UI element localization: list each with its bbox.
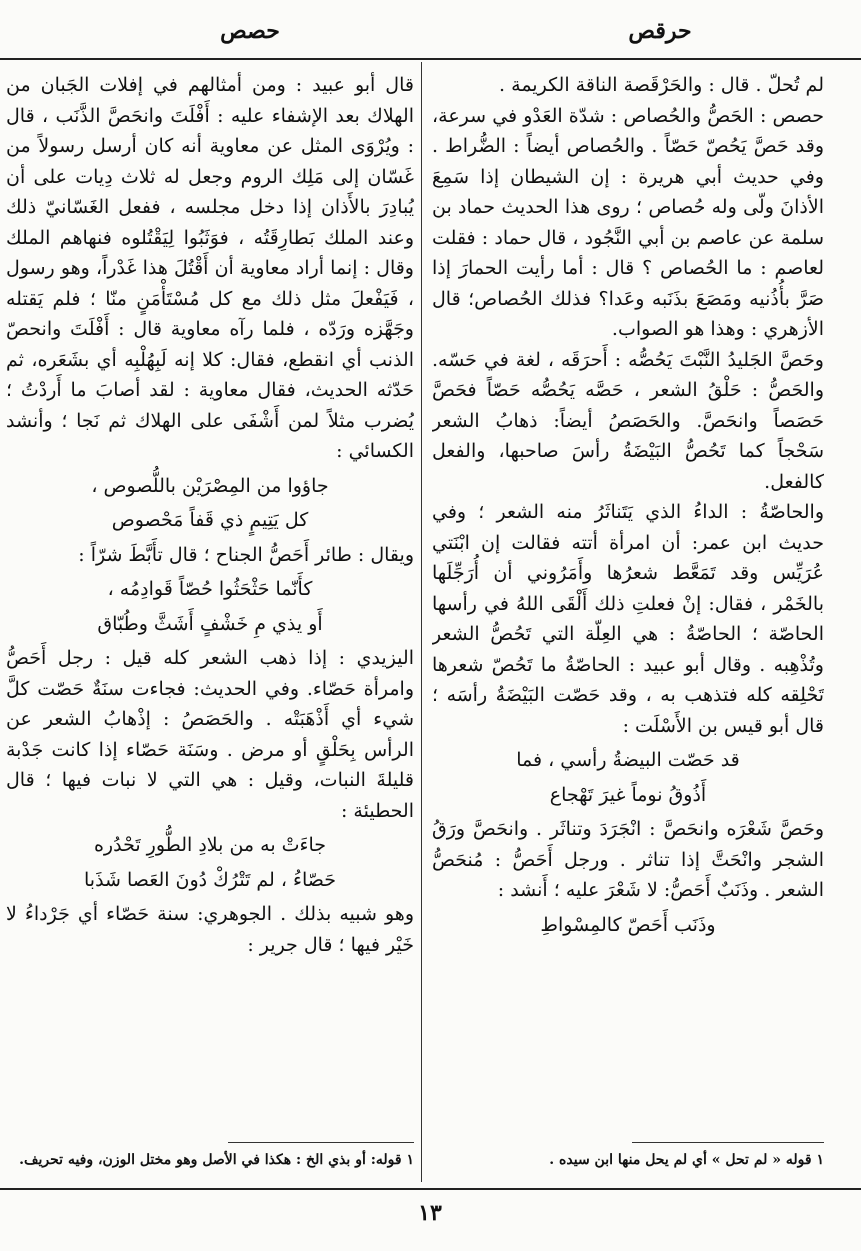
verse-line: كأَنّما حَثْحَثُوا حُصّاً قَوادِمُه ، [107, 578, 313, 600]
left-footnote-rule [228, 1142, 414, 1143]
paragraph: وحَصَّ الجَليدُ النَّبْتَ يَحُصُّه : أَحرَقَه ، لغة في حَسّه. والحَصُّ : حَلْقُ الشعر ، حَصَّه يَحُصُّه حَصّاً فحَصَّ حَصَصاً وانحَصَّ. والحَصَصُ أيضاً: ذهابُ الشعر سَحْجاً كما تَحُصُّ البَيْضَةُ رأسَ صاحبها، والفعل كالفعل. [432, 348, 824, 493]
footer-rule [0, 1188, 861, 1190]
page-number: ١٣ [418, 1200, 442, 1226]
column-divider [421, 62, 422, 1182]
paragraph: اليزيدي : إذا ذهب الشعر كله قيل : رجل أَحَصُّ وامرأة حَصّاء. وفي الحديث: فجاءت سنَةٌ حَصّت كلَّ شيء أي أَذْهَبَتْه . والحَصَصُ : إذْهابُ الشعر عن الرأس بِحَلْقٍ أو مرض . وسَنَة حَصّاء إذا كانت جَدْبة قليلةَ النبات، وقيل : هي التي لا نبات فيها ؛ قال الحطيئة : [6, 647, 414, 822]
left-running-header: حصص [220, 18, 280, 44]
verse-line: حَصّاءُ ، لم تَتْرُكْ دُونَ العَصا شَذَبا [84, 868, 336, 891]
paragraph: وهو شبيه بذلك . الجوهري: سنة حَصّاء أي جَرْداءُ لا خَيْر فيها ؛ قال جرير : [6, 903, 414, 956]
right-text-column [432, 70, 824, 1122]
verse-line: أَو يذي مِ خَشْفٍ أَشَثَّ وطُبّاق [97, 612, 323, 635]
left-footnote: ١ قوله: أو بذي الخ : هكذا في الأصل وهو مختل الوزن، وفيه تحريف. [19, 1152, 414, 1168]
right-footnote-rule [632, 1142, 824, 1143]
verse-line: وذَنَب أَحَصّ كالمِسْواطِ [540, 913, 716, 936]
verse-line: قد حَصّت البيضةُ رأسي ، فما [516, 749, 740, 771]
verse-line: أَذُوقُ نوماً غيرَ تَهْجاع [549, 783, 707, 806]
paragraph: ويقال : طائر أَحَصُّ الجناح ؛ قال تأَبَّطَ شرّاً : [78, 543, 414, 566]
verse-line: جاءَتْ به من بلادِ الطُّورِ تَحْدُره [93, 834, 327, 856]
left-text-column [6, 70, 414, 1122]
right-footnote: ١ قوله « لم تحل » أي لم يحل منها ابن سيده . [549, 1152, 824, 1168]
right-running-header: حرقص [628, 18, 692, 44]
verse-line: جاؤوا من المِصْرَيْن باللُّصوص ، [91, 474, 329, 497]
verse-line: كل يَتِيمٍ ذي قَفاً مَحْصوص [111, 509, 309, 531]
paragraph: حصص : الحَصُّ والحُصاص : شدّة العَدْو في سرعة، وقد حَصَّ يَحُصّ حَصّاً . والحُصاص أيضاً : الضُّراط . وفي حديث أبي هريرة : إن الشيطان إذا سَمِعَ الأذانَ ولّى وله حُصاص ؛ روى هذا الحديث حماد بن سلمة عن عاصم بن أبي النَّجُود ، قال حماد : فقلت لعاصم : ما الحُصاص ؟ قال : أما رأيت الحمارَ إذا صَرَّ بأُذُنيه ومَصَعَ بذَنَبه وعَدا؟ فذلك الحُصاص؛ قال الأزهري : وهذا هو الصواب. [432, 104, 824, 340]
header-rule [0, 58, 861, 60]
paragraph: قال أبو عبيد : ومن أمثالهم في إفلات الجَبان من الهلاك بعد الإشفاء عليه : أَفْلَتَ وانحَصَّ الذَّنَب ، قال : ويُرْوَى المثل عن معاوية أنه كان أرسل رسولاً من غَسّان إلى مَلِك الروم وجعل له ثلاث دِيات على أن يُبادِرَ بالأَذان إذا دخل مجلسه ، ففعل الغَسّانيّ ذلك وعند الملك بَطارِقَتُه ، فوَثَبُوا لِيَقْتُلوه فنهاهم الملك وقال : إنما أراد معاوية أن أَقْتُلَ هذا غَدْراً، وهو رسول ، فَيَفْعلَ مثل ذلك مع كل مُسْتَأْمَنٍ منّا ؛ فلم يَقتله وجَهَّزه ورَدّه ، فلما رآه معاوية قال : أَفْلَتَ وانحصّ الذنب أي انقطع، فقال: كلا إنه لَبِهُلْبِه أي بشَعَره، ثم حَدّثه الحديث، فقال معاوية : لقد أصابَ ما أَردْتُ ؛ يُضرب مثلاً لمن أَشْفَى على الهلاك ثم نَجا ؛ وأنشد الكسائي : [6, 74, 414, 462]
paragraph: لم تُحلّ . قال : والحَرْقَصة الناقة الكريمة . [499, 74, 824, 96]
paragraph: وحَصَّ شَعْرَه وانحَصَّ : انْجَرَدَ وتناثَر . وانحَصَّ ورَقُ الشجر وانْحَتَّ إذا تناثر . ورجل أَحَصُّ : مُنحَصُّ الشعر . وذَنَبٌ أَحَصُّ: لا شَعْرَ عليه ؛ أَنشد : [432, 818, 824, 901]
paragraph: والحاصّةُ : الداءُ الذي يَتَناثَرُ منه الشعر ؛ وفي حديث ابن عمر: أن امرأة أتته فقالت إن ابْنَتي عُرَيِّس وقد تَمَعَّط شعرُها وأَمَرُوني أن أُرَجِّلَها بالخَمْر ، فقال: إنْ فعلتِ ذلك أَلْقَى اللهُ في رأسها الحاصّة ؛ الحاصّةُ : هي العِلّة التي تَحُصُّ الشعر وتُذْهِبه . وقال أبو عبيد : الحاصّةُ ما تَحُصّ شعرها تَحْلِقه كله فتذهب به ، وقد حَصّت البَيْضَةُ رأسَه ؛ قال أبو قيس بن الأَسْلَت : [432, 501, 824, 737]
